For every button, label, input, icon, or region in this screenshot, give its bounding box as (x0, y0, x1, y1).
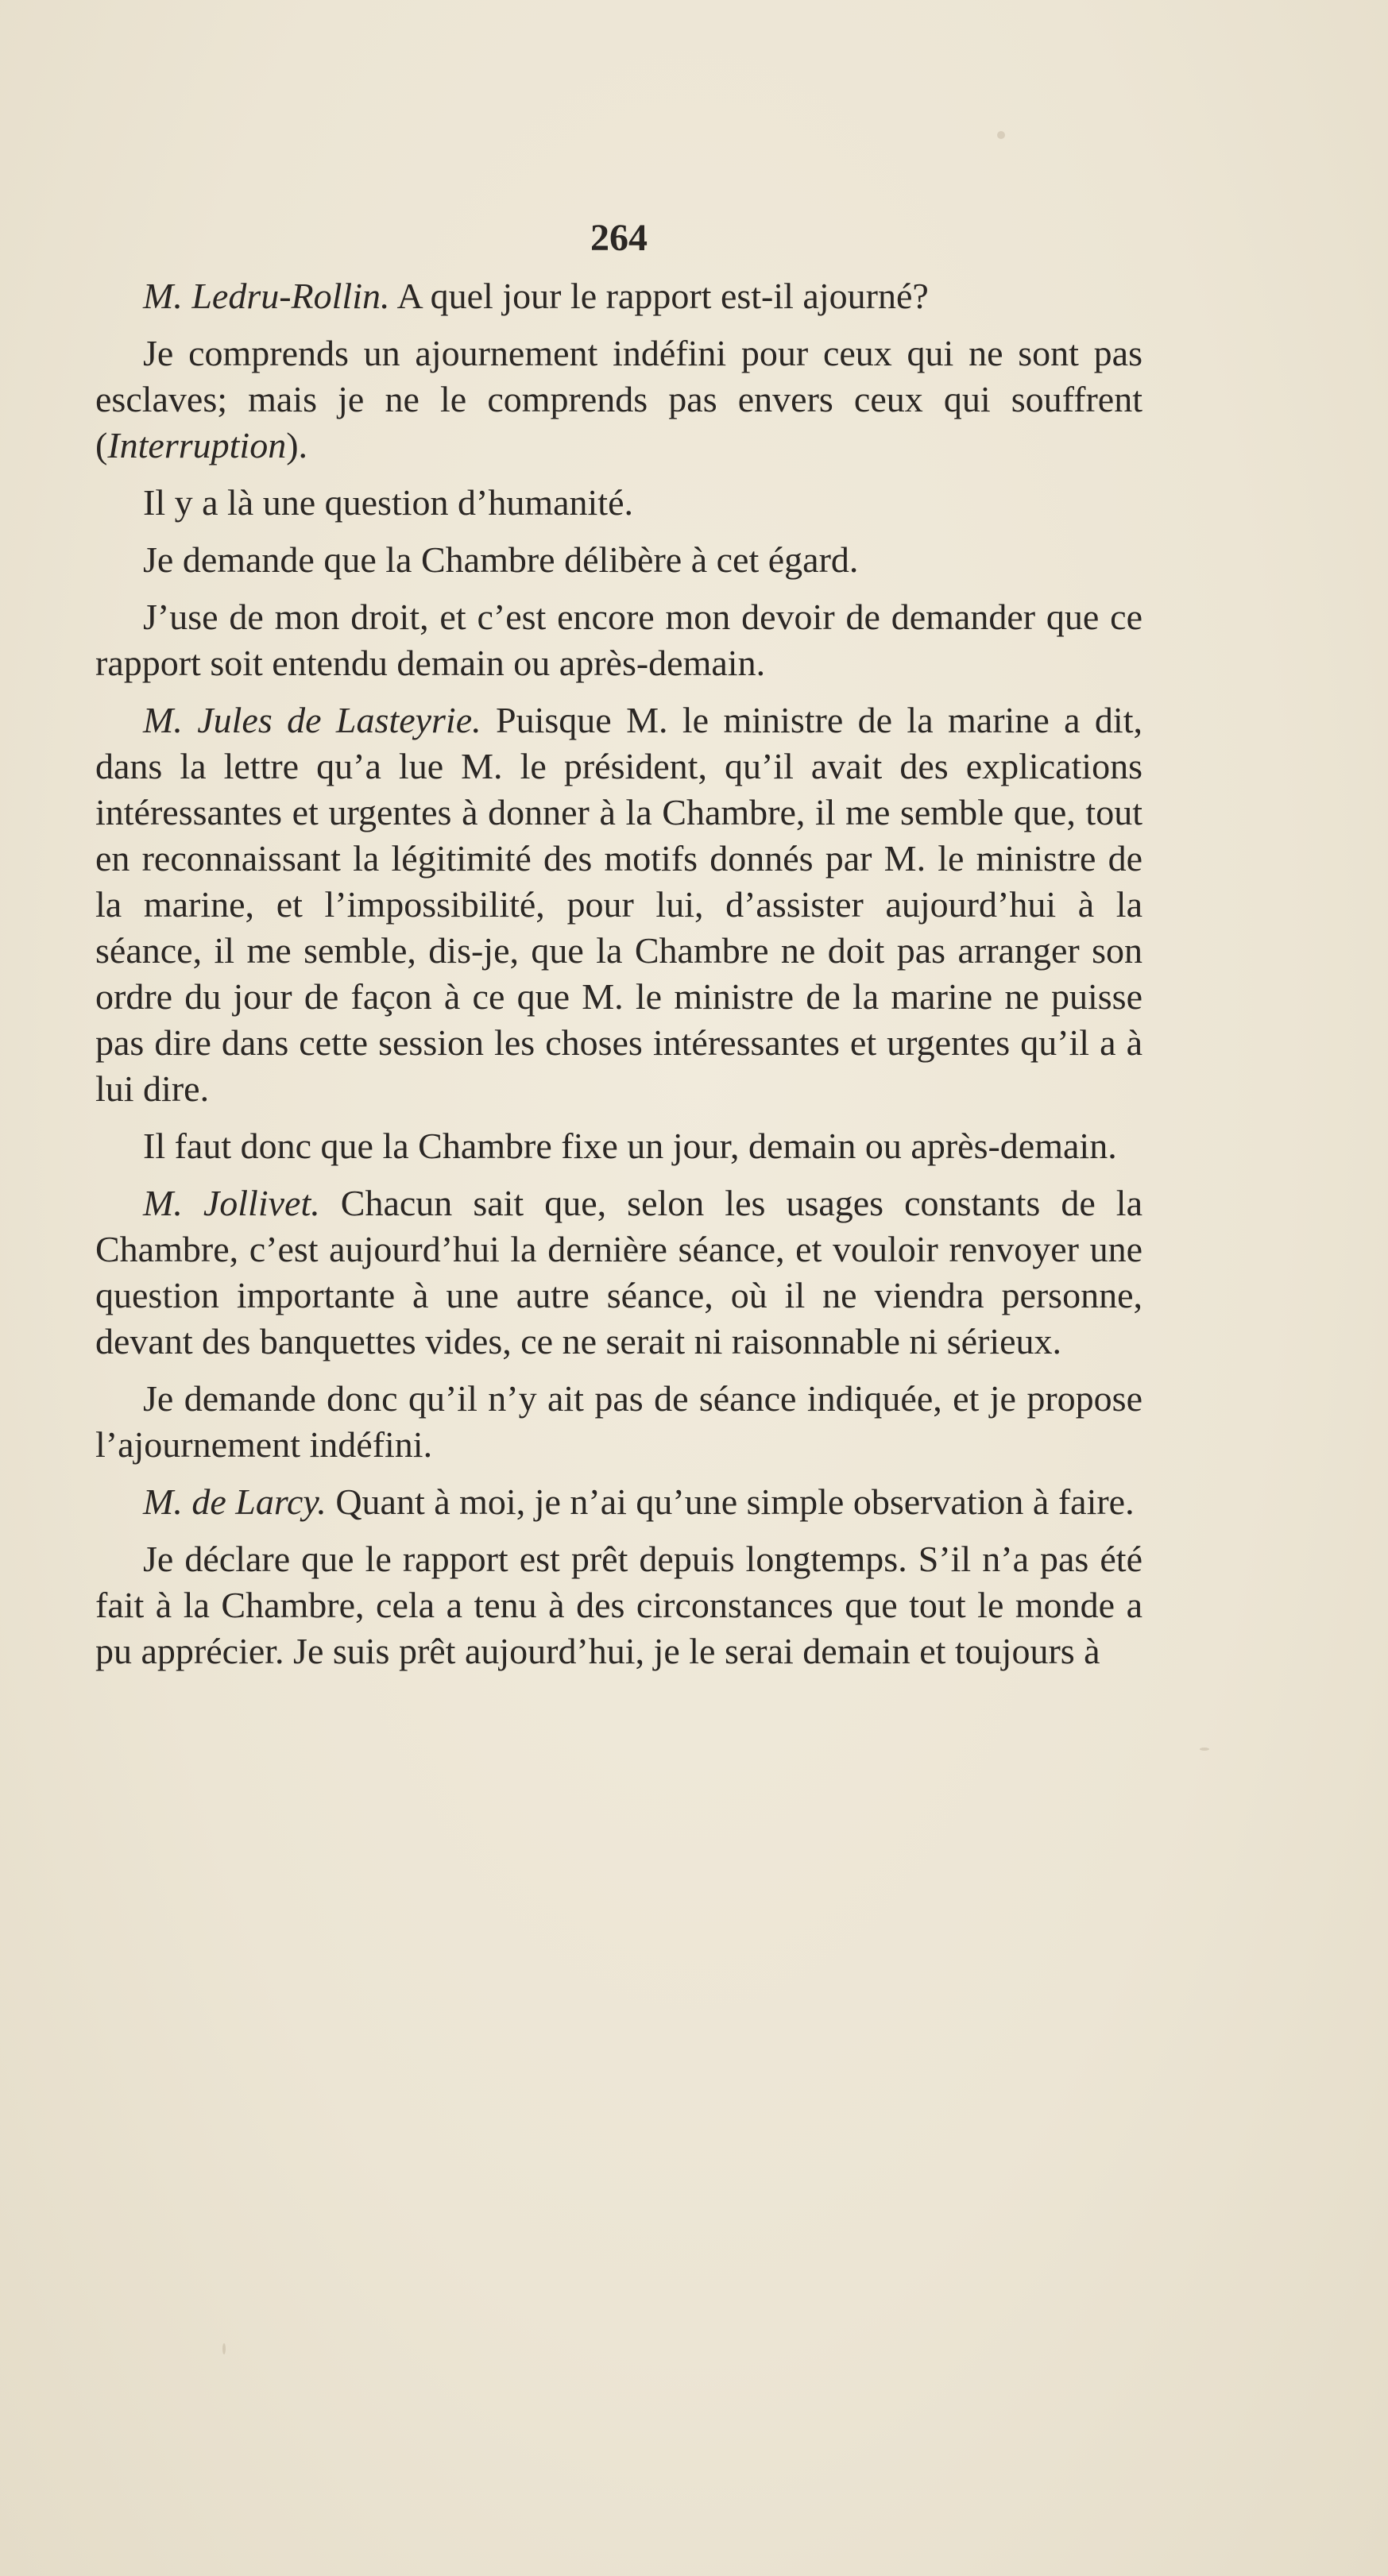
paragraph (95, 480, 1142, 526)
paragraph (95, 537, 1142, 583)
paragraph-text: Je comprends un ajournement indéfini pour ceux qui ne sont pas esclaves; mais je ne le comprends pas envers ceux qui souffrent ( (95, 333, 1142, 465)
paragraph-text: Puisque M. le ministre de la marine a dit, dans la lettre qu’a lue M. le président, qu’il avait des explications intéressantes et urgentes à donner à la Chambre, il me semble que, tout en reconnaissant la légitimité des motifs donnés par M. le ministre de la marine, et l’impossibilité, pour lui, d’assister aujourd’hui à la séance, il me semble, dis-je, que la Chambre ne doit pas arranger son ordre du jour de façon à ce que M. le ministre de la marine ne puisse pas dire dans cette session les choses intéressantes et urgentes qu’il a à lui dire. (95, 700, 1142, 1109)
paragraph-text: A quel jour le rapport est-il ajourné? (389, 276, 929, 316)
paragraph-text: Quant à moi, je n’ai qu’une simple observation à faire. (326, 1481, 1135, 1522)
paragraph (95, 1123, 1142, 1169)
paragraph (95, 1376, 1142, 1468)
paragraph (95, 273, 1142, 319)
paragraph-text: Je déclare que le rapport est prêt depuis longtemps. S’il n’a pas été fait à la Chambre, cela a tenu à des circonstances que tout le monde a pu apprécier. Je suis prêt aujourd’hui, je le serai demain et toujours à (95, 1539, 1142, 1671)
paper-spot (222, 2343, 226, 2354)
paragraph-text: Il faut donc que la Chambre fixe un jour, demain ou après-demain. (143, 1126, 1117, 1166)
paragraph-text: J’use de mon droit, et c’est encore mon devoir de demander que ce rapport soit entendu demain ou après-demain. (95, 597, 1142, 683)
paragraph (95, 697, 1142, 1112)
speaker-name: M. Jollivet. (143, 1183, 320, 1223)
paragraph-text-after: ). (286, 425, 308, 465)
paragraph (95, 1536, 1142, 1674)
paragraph (95, 594, 1142, 686)
paragraph-text: Je demande que la Chambre délibère à cet égard. (143, 539, 859, 580)
emphasis-text: Interruption (107, 425, 287, 465)
paragraph (95, 1180, 1142, 1365)
paragraph-text: Chacun sait que, selon les usages constants de la Chambre, c’est aujourd’hui la dernière séance, et vouloir renvoyer une question importante à une autre séance, où il ne viendra personne, devant des banquettes vides, ce ne serait ni raisonnable ni sérieux. (95, 1183, 1142, 1361)
paragraph-text: Je demande donc qu’il n’y ait pas de séance indiquée, et je propose l’ajournement indéfini. (95, 1378, 1142, 1465)
paragraph-text: Il y a là une question d’humanité. (143, 482, 634, 523)
speaker-name: M. Jules de Lasteyrie. (143, 700, 481, 740)
paper-spot (1200, 1748, 1209, 1751)
page-number: 264 (590, 217, 648, 259)
page-text (95, 214, 1142, 1686)
speaker-name: M. de Larcy. (143, 1481, 327, 1522)
paragraph (95, 330, 1142, 469)
paragraph (95, 1479, 1142, 1525)
paper-spot (997, 131, 1005, 139)
speaker-name: M. Ledru-Rollin. (143, 276, 390, 316)
